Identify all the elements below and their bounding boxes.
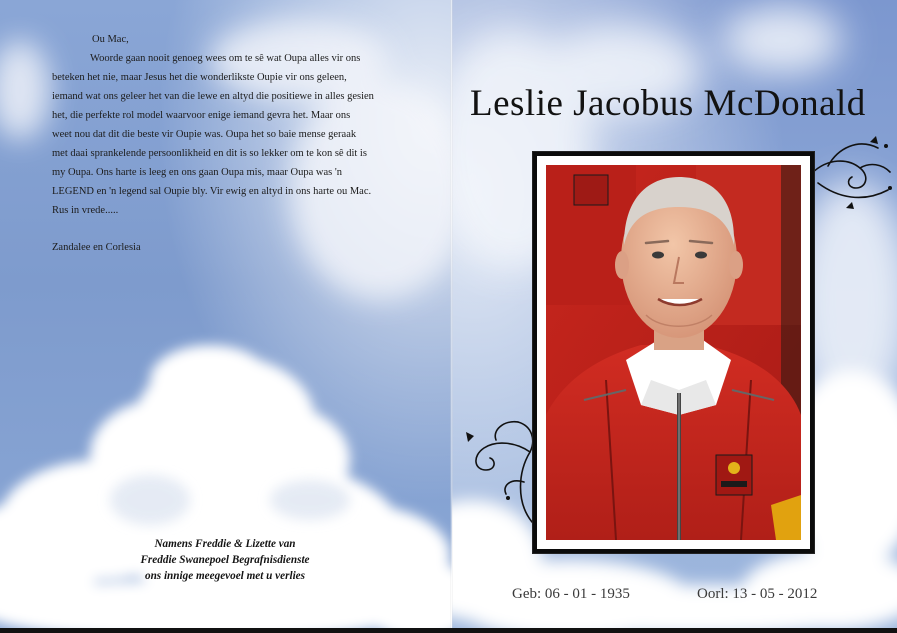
center-fold [450,0,453,628]
flourish-bottom-left-icon [456,412,536,527]
letter-line: Rus in vrede..... [52,205,119,216]
portrait-frame [533,152,814,553]
portrait-mat [537,156,810,549]
letter-signoff: Zandalee en Corlesia [52,242,141,253]
letter-line: beteken het nie, maar Jesus het die wonderlikste Oupie vir ons geleen, [52,72,347,83]
letter-line: LEGEND en 'n legend sal Oupie bly. Vir ewig en altyd in ons harte ou Mac. [52,186,372,197]
condolence-line: Namens Freddie & Lizette van [154,538,296,550]
letter-line: my Oupa. Ons harte is leeg en ons gaan Oupa mis, maar Oupa was 'n [52,167,342,178]
deceased-name: Leslie Jacobus McDonald [470,83,866,124]
letter-line: met daai sprankelende persoonlikheid en dit is so lekker om te kon sê dit is [52,148,367,159]
letter-line: het, die perfekte rol model waarvoor enige iemand gevra het. Maar ons [52,110,351,121]
death-date: Oorl: 13 - 05 - 2012 [697,586,818,602]
portrait-illustration [546,165,801,540]
letter-salutation: Ou Mac, [92,34,129,45]
condolence-line: ons innige meegevoel met u verlies [144,570,306,582]
letter-line: weet nou dat dit die beste vir Oupie was. Oupa het so baie mense geraak [52,129,357,140]
birth-date: Geb: 06 - 01 - 1935 [512,586,630,602]
letter-line: Woorde gaan nooit genoeg wees om te sê wat Oupa alles vir ons [90,53,361,64]
letter-line: iemand wat ons geleer het van die lewe en altyd die positiewe in alles gesien [52,91,374,102]
flourish-top-right-icon [808,128,894,218]
portrait-photo [546,165,801,540]
condolence-line: Freddie Swanepoel Begrafnisdienste [140,554,310,566]
left-panel [0,0,452,628]
scan-edge [0,628,897,633]
funeral-home-condolence [100,536,350,584]
